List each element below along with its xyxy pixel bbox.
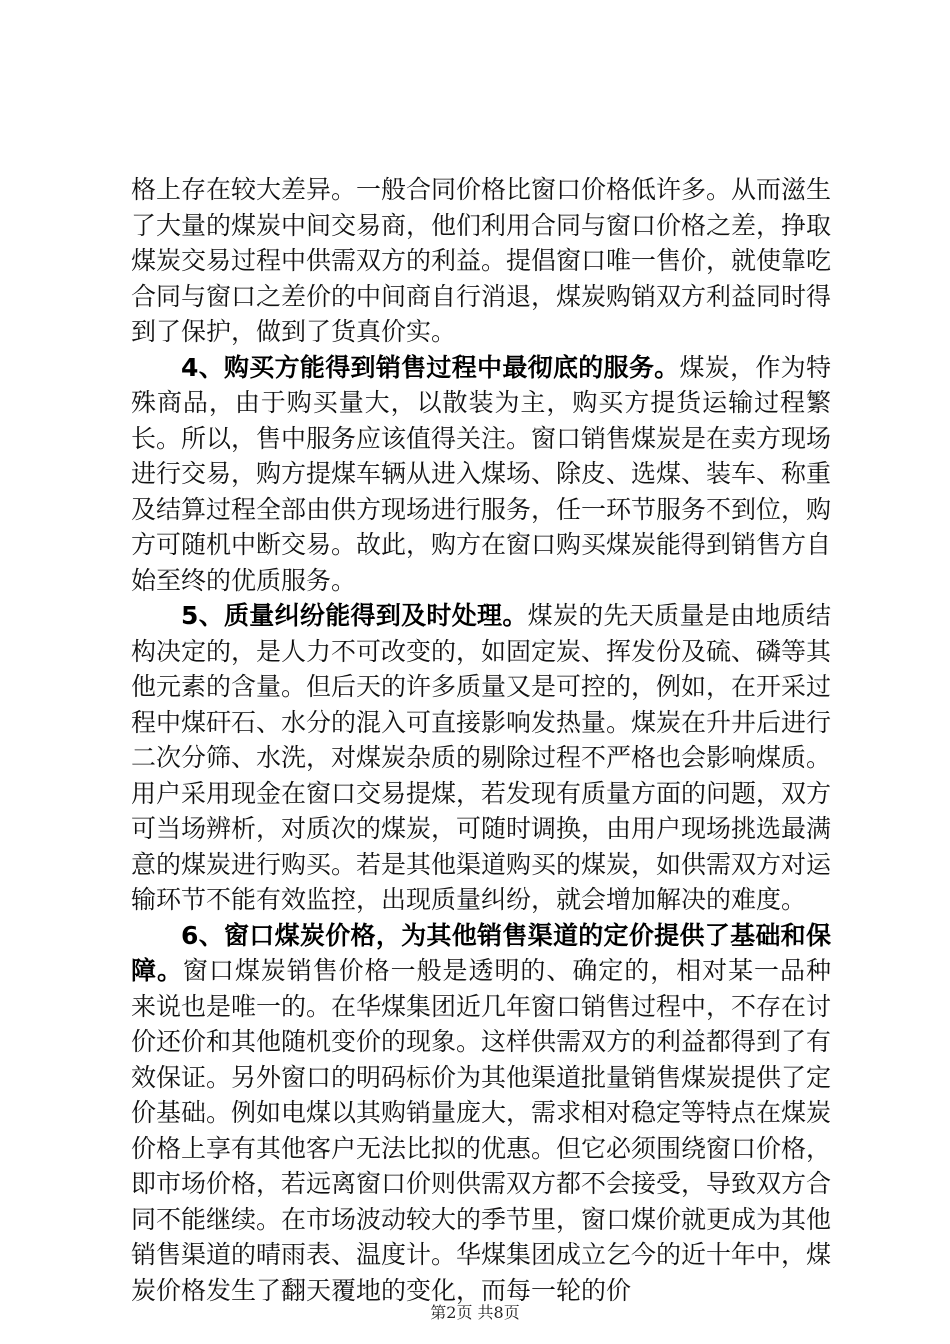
paragraph-point-5 <box>131 598 831 918</box>
page-number-footer: 第2页 共8页 <box>430 1303 520 1322</box>
paragraph-heading: 5、质量纠纷能得到及时处理。 <box>181 601 528 630</box>
paragraph-heading: 6、窗口煤炭价格，为其他销售渠道的定价提供了基础和保障。 <box>131 920 831 985</box>
paragraph-point-4 <box>131 350 831 599</box>
paragraph-text: 煤炭的先天质量是由地质结构决定的，是人力不可改变的，如固定炭、挥发份及硫、磷等其他元素的含量。但后天的许多质量又是可控的，例如，在开采过程中煤矸石、水分的混入可直接影响发热量。煤炭在升井后进行二次分筛、水洗，对煤炭杂质的剔除过程不严格也会影响煤质。用户采用现金在窗口交易提煤，若发现有质量方面的问题，双方可当场辨析，对质次的煤炭，可随时调换，由用户现场挑选最满意的煤炭进行购买。若是其他渠道购买的煤炭，如供需双方对运输环节不能有效监控，出现质量纠纷，就会增加解决的难度。 <box>131 601 832 914</box>
paragraph-continuation <box>131 172 831 350</box>
paragraph-text: 格上存在较大差异。一般合同价格比窗口价格低许多。从而滋生了大量的煤炭中间交易商，他们利用合同与窗口价格之差，挣取煤炭交易过程中供需双方的利益。提倡窗口唯一售价，就使靠吃合同与窗口之差价的中间商自行消退，煤炭购销双方利益同时得到了保护，做到了货真价实。 <box>131 175 832 346</box>
paragraph-text: 窗口煤炭销售价格一般是透明的、确定的，相对某一品种来说也是唯一的。在华煤集团近几年窗口销售过程中，不存在讨价还价和其他随机变价的现象。这样供需双方的利益都得到了有效保证。另外窗口的明码标价为其他渠道批量销售煤炭提供了定价基础。例如电煤以其购销量庞大，需求相对稳定等特点在煤炭价格上享有其他客户无法比拟的优惠。但它必须围绕窗口价格，即市场价格，若远离窗口价则供需双方都不会接受，导致双方合同不能继续。在市场波动较大的季节里，窗口煤价就更成为其他销售渠道的晴雨表、温度计。华煤集团成立乞今的近十年中，煤炭价格发生了翻天覆地的变化，而每一轮的价 <box>131 956 832 1305</box>
document-body <box>131 172 831 1308</box>
paragraph-heading: 4、购买方能得到销售过程中最彻底的服务。 <box>181 352 680 382</box>
paragraph-text: 煤炭，作为特殊商品，由于购买量大，以散装为主，购买方提货运输过程繁长。所以，售中服务应该值得关注。窗口销售煤炭是在卖方现场进行交易，购方提煤车辆从进入煤场、除皮、选煤、装车、称重及结算过程全部由供方现场进行服务，任一环节服务不到位，购方可随机中断交易。故此，购方在窗口购买煤炭能得到销售方自始至终的优质服务。 <box>131 352 832 595</box>
paragraph-point-6 <box>131 918 831 1309</box>
